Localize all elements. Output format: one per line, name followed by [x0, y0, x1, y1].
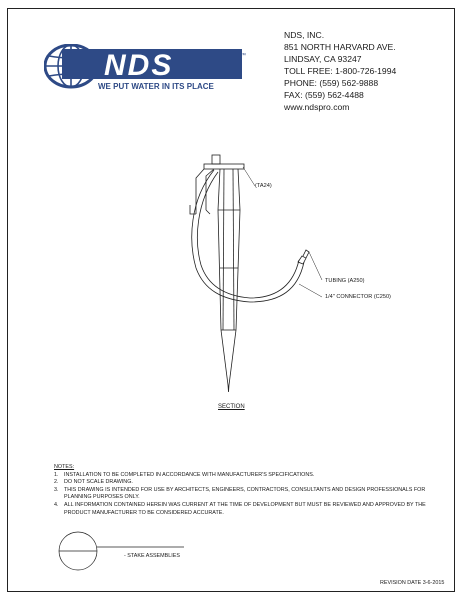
- notes-title: NOTES:: [54, 464, 75, 470]
- drip-tubing: [192, 170, 304, 302]
- section-title: SECTION: [218, 404, 245, 410]
- note-number: 3.: [54, 486, 59, 493]
- stake-shaft: [218, 169, 240, 392]
- stake-assemblies-label: - STAKE ASSEMBLIES: [124, 553, 180, 559]
- note-item: [54, 502, 434, 517]
- company-city: LINDSAY, CA 93247: [284, 54, 362, 64]
- company-website: www.ndspro.com: [284, 102, 350, 112]
- company-fax: FAX: (559) 562-4488: [284, 90, 364, 100]
- logo-text: NDS: [104, 49, 174, 82]
- note-text: INSTALLATION TO BE COMPLETED IN ACCORDANCE WITH MANUFACTURER'S SPECIFICATIONS.: [64, 471, 315, 478]
- note-text: THIS DRAWING IS INTENDED FOR USE BY ARCHITECTS, ENGINEERS, CONTRACTORS, CONSULTANTS AND DESIGN PROFESSIONALS FOR PLANNING PURPOSES ONLY.: [64, 486, 426, 501]
- tubing-connector: [298, 250, 309, 264]
- note-text: ALL INFORMATION CONTAINED HEREIN WAS CURRENT AT THE TIME OF DEVELOPMENT BUT MUST BE REVIEWED AND APPROVED BY THE PRODUCT MANUFACTURER TO BE CONSIDERED ACCURATE.: [64, 501, 426, 516]
- logo-tagline: WE PUT WATER IN ITS PLACE: [98, 82, 214, 91]
- company-phone: PHONE: (559) 562-9888: [284, 78, 379, 88]
- note-text: DO NOT SCALE DRAWING.: [64, 479, 133, 486]
- callout-connector: 1/4" CONNECTOR (C250): [325, 294, 391, 300]
- detail-symbol: [59, 532, 184, 570]
- company-street: 851 NORTH HARVARD AVE.: [284, 42, 396, 52]
- note-item: [54, 479, 434, 487]
- callout-stake: (TA24): [255, 183, 272, 189]
- notes-list: [54, 472, 434, 518]
- revision-date: REVISION DATE 3-6-2015: [380, 580, 445, 586]
- note-number: 2.: [54, 479, 59, 486]
- stake-cap: [190, 155, 244, 214]
- note-number: 4.: [54, 501, 59, 508]
- note-item: [54, 472, 434, 480]
- note-number: 1.: [54, 471, 59, 478]
- note-item: [54, 487, 434, 502]
- company-toll-free: TOLL FREE: 1-800-726-1994: [284, 66, 397, 76]
- company-name: NDS, INC.: [284, 30, 325, 40]
- notes-block: [54, 464, 434, 517]
- trademark-mark: ™: [240, 53, 246, 59]
- callout-tubing: TUBING (A250): [325, 278, 365, 284]
